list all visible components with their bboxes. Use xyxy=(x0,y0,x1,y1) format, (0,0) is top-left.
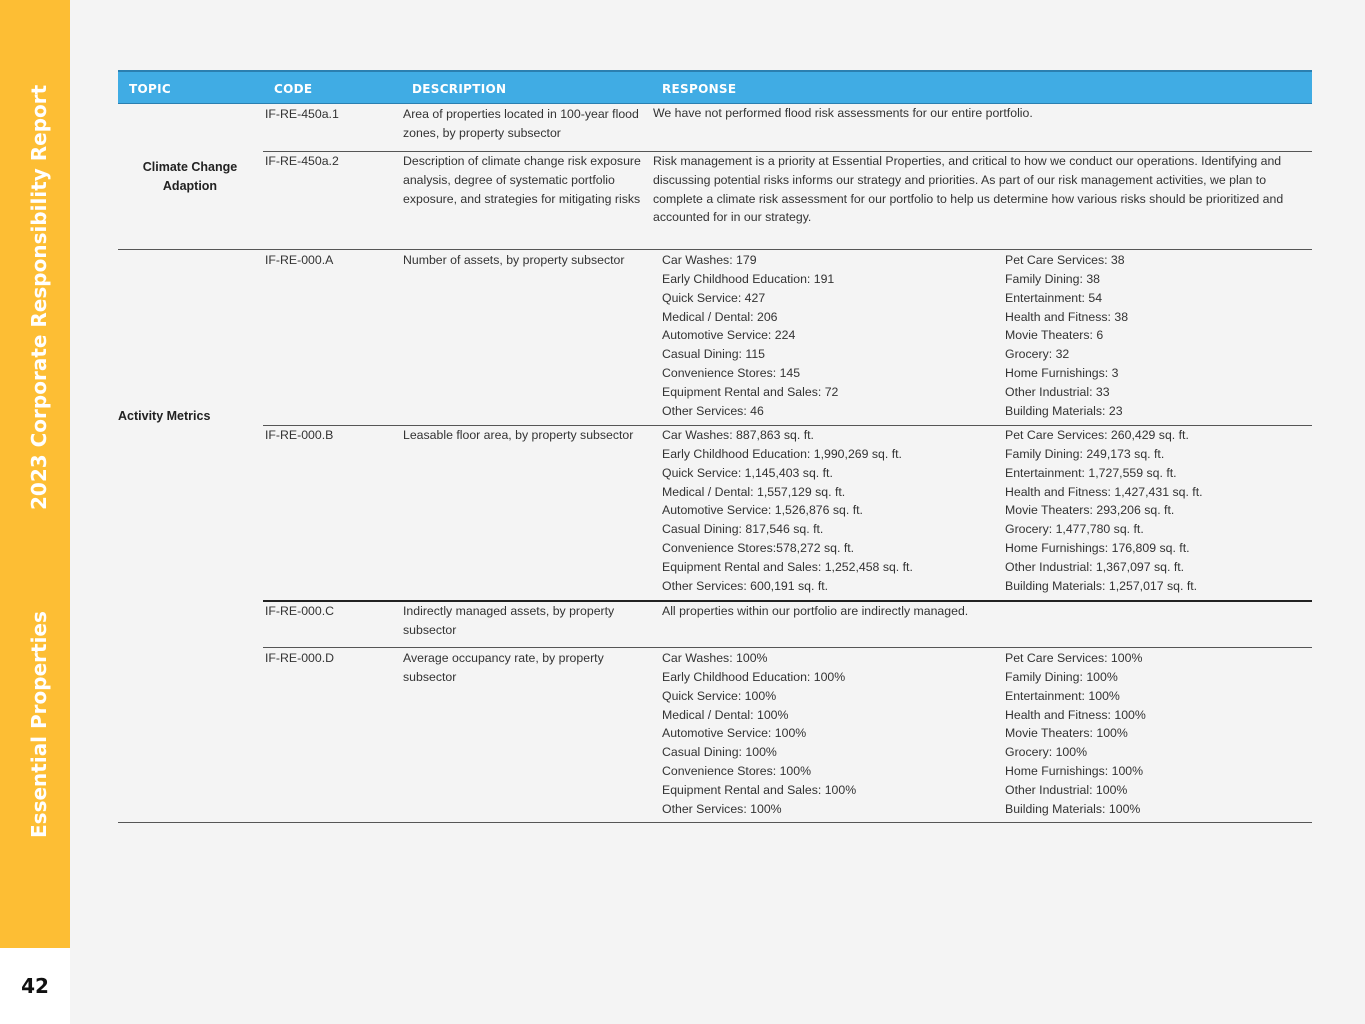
list-item: Pet Care Services: 100% xyxy=(1005,651,1143,665)
list-item: Other Industrial: 1,367,097 sq. ft. xyxy=(1005,559,1185,574)
list-item: Health and Fitness: 100% xyxy=(1005,707,1146,722)
code-cell: IF-RE-000.D xyxy=(265,651,335,665)
list-item: Grocery: 32 xyxy=(1005,347,1070,362)
description-cell: Average occupancy rate, by property subsector xyxy=(403,651,604,684)
list-item: Other Industrial: 100% xyxy=(1005,782,1128,797)
sidebar xyxy=(0,0,70,948)
floor-area-list-right xyxy=(1005,426,1310,596)
list-item: Other Services: 46 xyxy=(662,403,764,418)
list-item: Family Dining: 38 xyxy=(1005,271,1100,286)
list-item: Casual Dining: 817,546 sq. ft. xyxy=(662,522,824,537)
header-topic: TOPIC xyxy=(129,82,171,96)
company-name: Essential Properties xyxy=(27,611,51,838)
list-item: Car Washes: 887,863 sq. ft. xyxy=(662,428,814,442)
list-item: Automotive Service: 100% xyxy=(662,726,807,741)
list-item: Entertainment: 100% xyxy=(1005,688,1120,703)
list-item: Building Materials: 23 xyxy=(1005,403,1123,418)
code-cell: IF-RE-000.B xyxy=(265,428,334,442)
list-item: Pet Care Services: 260,429 sq. ft. xyxy=(1005,428,1189,442)
code-cell: IF-RE-450a.1 xyxy=(265,107,339,121)
description-cell: Area of properties located in 100-year flood zones, by property subsector xyxy=(403,107,639,140)
list-item: Convenience Stores: 100% xyxy=(662,764,812,779)
list-item: Medical / Dental: 1,557,129 sq. ft. xyxy=(662,484,846,499)
list-item: Building Materials: 1,257,017 sq. ft. xyxy=(1005,578,1198,593)
list-item: Medical / Dental: 206 xyxy=(662,309,778,324)
topic-climate: Climate Change Adaption xyxy=(142,160,238,193)
assets-list-right xyxy=(1005,251,1305,421)
list-item: Building Materials: 100% xyxy=(1005,801,1141,816)
table-header xyxy=(118,70,1312,104)
list-item: Casual Dining: 115 xyxy=(662,347,765,362)
list-item: Quick Service: 427 xyxy=(662,290,766,305)
list-item: Family Dining: 100% xyxy=(1005,669,1118,684)
list-item: Home Furnishings: 3 xyxy=(1005,366,1119,381)
list-item: Pet Care Services: 38 xyxy=(1005,253,1125,267)
floor-area-list-left xyxy=(662,426,1002,596)
code-cell: IF-RE-450a.2 xyxy=(265,154,339,168)
list-item: Equipment Rental and Sales: 1,252,458 sq. ft. xyxy=(662,559,913,574)
response-cell: We have not performed flood risk assessments for our entire portfolio. xyxy=(653,106,1033,120)
sasb-table xyxy=(118,70,1312,816)
list-item: Other Services: 100% xyxy=(662,801,782,816)
description-cell: Leasable floor area, by property subsector xyxy=(403,428,634,442)
topic-activity: Activity Metrics xyxy=(118,409,211,423)
list-item: Movie Theaters: 6 xyxy=(1005,328,1104,343)
list-item: Convenience Stores: 145 xyxy=(662,366,801,381)
list-item: Grocery: 1,477,780 sq. ft. xyxy=(1005,522,1144,537)
list-item: Quick Service: 1,145,403 sq. ft. xyxy=(662,465,833,480)
list-item: Car Washes: 179 xyxy=(662,253,757,267)
list-item: Automotive Service: 224 xyxy=(662,328,796,343)
header-code: CODE xyxy=(274,82,313,96)
page-number: 42 xyxy=(0,948,70,1024)
list-item: Car Washes: 100% xyxy=(662,651,768,665)
list-item: Early Childhood Education: 100% xyxy=(662,669,846,684)
list-item: Home Furnishings: 176,809 sq. ft. xyxy=(1005,541,1190,556)
list-item: Family Dining: 249,173 sq. ft. xyxy=(1005,446,1165,461)
description-cell: Indirectly managed assets, by property subsector xyxy=(403,604,615,637)
list-item: Grocery: 100% xyxy=(1005,745,1088,760)
list-item: Other Services: 600,191 sq. ft. xyxy=(662,578,829,593)
assets-list-left xyxy=(662,251,992,421)
report-title: 2023 Corporate Responsibility Report xyxy=(27,84,51,510)
list-item: Equipment Rental and Sales: 72 xyxy=(662,384,839,399)
list-item: Entertainment: 1,727,559 sq. ft. xyxy=(1005,465,1177,480)
list-item: Convenience Stores:578,272 sq. ft. xyxy=(662,541,855,556)
code-cell: IF-RE-000.A xyxy=(265,253,334,267)
list-item: Other Industrial: 33 xyxy=(1005,384,1110,399)
list-item: Health and Fitness: 1,427,431 sq. ft. xyxy=(1005,484,1203,499)
list-item: Movie Theaters: 100% xyxy=(1005,726,1128,741)
description-cell: Number of assets, by property subsector xyxy=(403,253,625,267)
list-item: Health and Fitness: 38 xyxy=(1005,309,1129,324)
list-item: Early Childhood Education: 1,990,269 sq. ft. xyxy=(662,446,902,461)
occupancy-list-left xyxy=(662,649,992,819)
list-item: Early Childhood Education: 191 xyxy=(662,271,835,286)
response-cell: All properties within our portfolio are indirectly managed. xyxy=(662,604,969,618)
response-cell: Risk management is a priority at Essential Properties, and critical to how we conduct our operations. Identifying and discussing potential risks informs our strategy and priorities. As part of our risk management activities, we plan to complete a climate risk assessment for our portfolio to help us determine how various risks should be prioritized and accounted for in our strategy. xyxy=(653,154,1284,225)
list-item: Quick Service: 100% xyxy=(662,688,777,703)
list-item: Automotive Service: 1,526,876 sq. ft. xyxy=(662,503,863,518)
list-item: Home Furnishings: 100% xyxy=(1005,764,1144,779)
header-response: RESPONSE xyxy=(662,82,737,96)
description-cell: Description of climate change risk exposure analysis, degree of systematic portfolio exposure, and strategies for mitigating risks xyxy=(403,154,641,206)
occupancy-list-right xyxy=(1005,649,1305,819)
code-cell: IF-RE-000.C xyxy=(265,604,335,618)
list-item: Medical / Dental: 100% xyxy=(662,707,789,722)
section-divider xyxy=(118,249,1312,250)
table-bottom-border xyxy=(118,822,1312,823)
list-item: Movie Theaters: 293,206 sq. ft. xyxy=(1005,503,1175,518)
list-item: Entertainment: 54 xyxy=(1005,290,1103,305)
list-item: Equipment Rental and Sales: 100% xyxy=(662,782,857,797)
header-description: DESCRIPTION xyxy=(412,82,507,96)
row-divider xyxy=(263,647,1312,648)
list-item: Casual Dining: 100% xyxy=(662,745,777,760)
